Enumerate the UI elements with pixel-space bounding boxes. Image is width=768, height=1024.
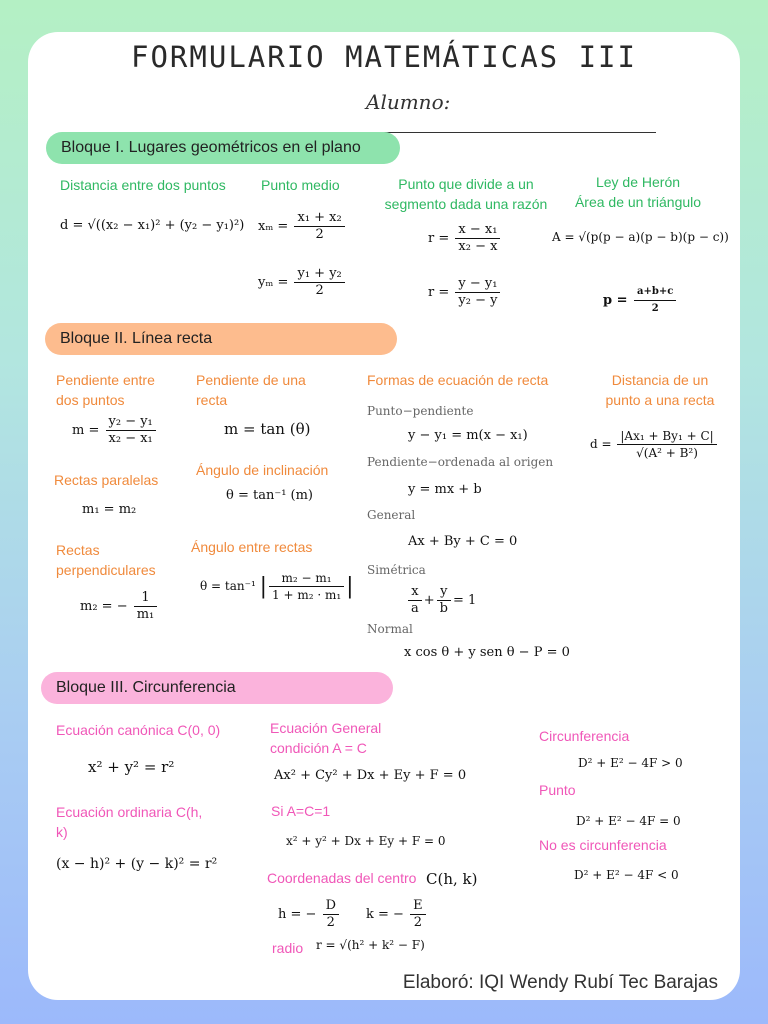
- label-ordinaria: Ecuación ordinaria C(h, k): [56, 804, 203, 840]
- label-general-2: condición A = C: [270, 740, 367, 756]
- formula-general: Ax + By + C = 0: [408, 534, 518, 549]
- student-name-field[interactable]: [366, 90, 726, 138]
- formula-pendiente-ordenada: y = mx + b: [408, 482, 482, 497]
- label-paralelas: Rectas paralelas: [54, 472, 159, 488]
- alumno-label: Alumno:: [366, 90, 451, 114]
- page-title: FORMULARIO MATEMÁTICAS III: [131, 40, 637, 74]
- label-general-circ: [270, 718, 440, 758]
- label-si-a-c: Si A=C=1: [271, 803, 331, 819]
- bloque-3-header: Bloque III. Circunferencia: [41, 672, 393, 704]
- formula-h: h = − $\frac{D}{2}$: [278, 898, 341, 931]
- bloque-2-header: Bloque II. Línea recta: [45, 323, 397, 355]
- formula-angulo-rectas: θ = tan⁻¹ | $\frac{\text{m₂ − m₁}}{\text{1 + m₂ · m₁}}$ |: [200, 571, 354, 602]
- label-canonica: Ecuación canónica C(0, 0): [56, 722, 221, 738]
- formula-punto-pendiente: y − y₁ = m(x − x₁): [408, 428, 528, 443]
- formula-sheet: [28, 32, 740, 1000]
- sub-general: General: [367, 508, 416, 522]
- label-heron-2: Área de un triángulo: [574, 194, 702, 210]
- label-circunferencia: Circunferencia: [539, 728, 630, 744]
- label-radio: radio: [272, 940, 304, 956]
- label-punto: Punto: [539, 782, 576, 798]
- formula-tan: m = tan (θ): [224, 420, 311, 438]
- formula-k: k = − $\frac{E}{2}$: [366, 898, 428, 931]
- bloque-1-header: Bloque I. Lugares geométricos en el plano: [46, 132, 400, 164]
- formula-normal: x cos θ + y sen θ − P = 0: [404, 645, 570, 660]
- formula-paralelas: m₁ = m₂: [82, 502, 137, 517]
- formula-ym: yₘ = $\frac{\text{y₁ + y₂}}{2}$: [258, 266, 347, 299]
- label-centro: Coordenadas del centro: [267, 870, 417, 886]
- formula-canonica: x² + y² = r²: [88, 758, 175, 776]
- label-heron: [558, 172, 718, 212]
- formula-pendiente: m = $\frac{\text{y₂ − y₁}}{\text{x₂ − x₁}}$: [72, 414, 158, 447]
- author-signature: Elaboró: IQI Wendy Rubí Tec Barajas: [402, 972, 718, 993]
- formula-inclinacion: θ = tan⁻¹ (m): [226, 488, 314, 503]
- label-inclinacion: Ángulo de inclinación: [196, 462, 329, 478]
- formula-distancia: d = √((x₂ − x₁)² + (y₂ − y₁)²): [60, 218, 245, 233]
- formula-ordinaria: (x − h)² + (y − k)² = r²: [56, 856, 218, 872]
- formula-si-a-c: x² + y² + Dx + Ey + F = 0: [286, 834, 446, 848]
- sub-pendiente-ordenada: Pendiente−ordenada al origen: [367, 455, 554, 469]
- formula-razon-x: r = $\frac{\text{x − x₁}}{\text{x₂ − x}}$: [428, 222, 502, 255]
- label-heron-1: Ley de Herón: [595, 174, 681, 190]
- sub-normal: Normal: [367, 622, 413, 636]
- formula-razon-y: r = $\frac{\text{y − y₁}}{\text{y₂ − y}}$: [428, 276, 502, 309]
- label-punto-razon: Punto que divide a un segmento dada una razón: [384, 176, 548, 212]
- label-distancia: Distancia entre dos puntos: [60, 177, 226, 193]
- label-pendiente-dos: Pendiente entre dos puntos: [56, 372, 155, 408]
- formula-punto: D² + E² − 4F = 0: [576, 814, 681, 828]
- name-underline: [368, 130, 656, 133]
- label-formas: Formas de ecuación de recta: [367, 372, 549, 388]
- label-distancia-punto: Distancia de un punto a una recta: [605, 372, 715, 408]
- label-perpendiculares: Rectas perpendiculares: [56, 542, 156, 578]
- formula-perpendiculares: m₂ = − $\frac{1}{\text{m₁}}$: [80, 590, 159, 623]
- sub-punto-pendiente: Punto−pendiente: [367, 404, 474, 418]
- formula-heron-area: A = √(p(p − a)(p − b)(p − c)): [552, 230, 729, 244]
- formula-distancia-punto: d = $\frac{\text{|Ax₁ + By₁ + C|}}{\text{√(A² + B²)}}$: [590, 428, 719, 461]
- label-pendiente-recta: Pendiente de una recta: [196, 372, 306, 408]
- formula-circunferencia: D² + E² − 4F > 0: [578, 756, 683, 770]
- formula-radio: r = √(h² + k² − F): [316, 938, 425, 952]
- label-punto-medio: Punto medio: [261, 177, 340, 193]
- label-angulo-rectas: Ángulo entre rectas: [191, 539, 313, 555]
- formula-general-circ: Ax² + Cy² + Dx + Ey + F = 0: [274, 768, 467, 783]
- formula-no-circunferencia: D² + E² − 4F < 0: [574, 868, 679, 882]
- label-general-1: Ecuación General: [270, 720, 382, 736]
- formula-centro: C(h, k): [426, 870, 478, 888]
- formula-xm: xₘ = $\frac{\text{x₁ + x₂}}{2}$: [258, 210, 347, 243]
- formula-simetrica: $\frac{x}{a}$ + $\frac{y}{b}$ = 1: [406, 584, 476, 617]
- label-no-circunferencia: No es circunferencia: [539, 837, 667, 853]
- formula-semiperimetro: p = $\frac{a+b+c}{2}$: [603, 284, 678, 317]
- sub-simetrica: Simétrica: [367, 563, 426, 577]
